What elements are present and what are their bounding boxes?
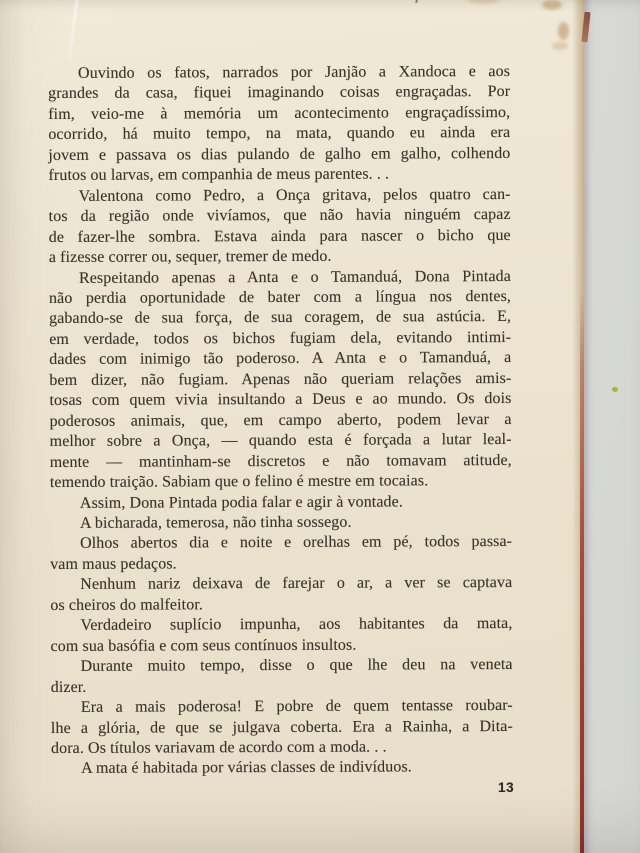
text-line: A mata é habitada por várias classes de indivíduos. xyxy=(81,758,412,778)
text-line: Verdadeiro suplício impunha, aos habitantes da mata, xyxy=(80,615,513,635)
text-line: bem dizer, não fugiam. Apenas não queriam relações amis- xyxy=(49,369,512,389)
text-line: com sua basófia e com seus contínuos insultos. xyxy=(50,636,357,655)
text-line: de fazer-lhe sombra. Estava ainda para nascer o bicho que xyxy=(48,226,511,246)
text-line: Era a mais poderosa! E pobre de quem tentasse roubar- xyxy=(80,697,513,716)
text-line: dora. Os títulos variavam de acordo com a moda. . . xyxy=(50,738,387,757)
page-text xyxy=(48,62,513,780)
text-line: grandes da casa, fiquei imaginando coisas engraçadas. Por xyxy=(48,83,511,103)
text-line: os cheiros do malfeitor. xyxy=(50,596,203,614)
text-line: poderosos animais, que, em campo aberto, podem levar a xyxy=(49,410,512,430)
text-line: Assim, Dona Pintada podia falar e agir à vontade. xyxy=(79,492,403,512)
text-line: dizer. xyxy=(50,678,87,696)
text-line: a fizesse correr ou, sequer, tremer de medo. xyxy=(48,247,332,267)
text-line: Respeitando apenas a Anta e o Tamanduá, Dona Pintada xyxy=(78,267,511,287)
text-line: jovem e passava os dias pulando de galho em galho, colhendo xyxy=(48,144,511,164)
text-line: mente — mantinham-se discretos e não tomavam atitude, xyxy=(49,451,512,471)
background-speck xyxy=(612,387,618,392)
aging-stain xyxy=(542,0,562,10)
text-line: gabando-se de sua força, de sua coragem, de sua astúcia. E, xyxy=(49,308,512,328)
aging-stain xyxy=(468,0,500,4)
text-line: não perdia oportunidade de bater com a língua nos dentes, xyxy=(48,287,512,307)
text-line: dades com inimigo tão poderoso. A Anta e o Tamanduá, a xyxy=(49,349,512,369)
book-cover-red-edge xyxy=(580,288,584,853)
text-line: frutos ou larvas, em companhia de meus parentes. . . xyxy=(48,165,390,185)
aging-stain xyxy=(558,22,569,40)
paper-crease xyxy=(68,0,80,62)
text-line: tosas com quem vivia insultando a Deus e ao mundo. Os dois xyxy=(49,390,512,410)
aging-stain xyxy=(552,42,568,50)
text-line: Nenhum nariz deixava de farejar o ar, a ver se captava xyxy=(80,574,513,594)
text-line: A bicharada, temerosa, não tinha sossego. xyxy=(79,513,352,532)
text-line: em verdade, todos os bichos fugiam dela, evitando intimi- xyxy=(49,328,512,348)
text-line: fim, veio-me à memória um acontecimento engraçadíssimo, xyxy=(48,103,511,123)
text-line: Durante muito tempo, disse o que lhe deu na veneta xyxy=(80,656,513,676)
text-line: tos da região onde vivíamos, que não havia ninguém capaz xyxy=(48,206,511,226)
text-line: Valentona como Pedro, a Onça gritava, pelos quatro can- xyxy=(78,185,511,205)
text-line: Olhos abertos dia e noite e orelhas em pé, todos passa- xyxy=(80,533,513,553)
text-line: melhor sobre a Onça, — quando esta é forçada a lutar leal- xyxy=(49,431,512,451)
text-line: ocorrido, há muito tempo, na mata, quando eu ainda era xyxy=(48,124,511,144)
text-line: vam maus pedaços. xyxy=(50,555,177,573)
text-line: Ouvindo os fatos, narrados por Janjão a Xandoca e aos xyxy=(78,62,511,82)
dust-mark xyxy=(415,0,419,3)
text-line: lhe a glória, de que se julgava coberta. Era a Rainha, a Dita- xyxy=(50,717,513,737)
page-number: 13 xyxy=(498,780,515,795)
text-line: temendo traição. Sabiam que o felino é mestre em tocaias. xyxy=(49,472,429,492)
